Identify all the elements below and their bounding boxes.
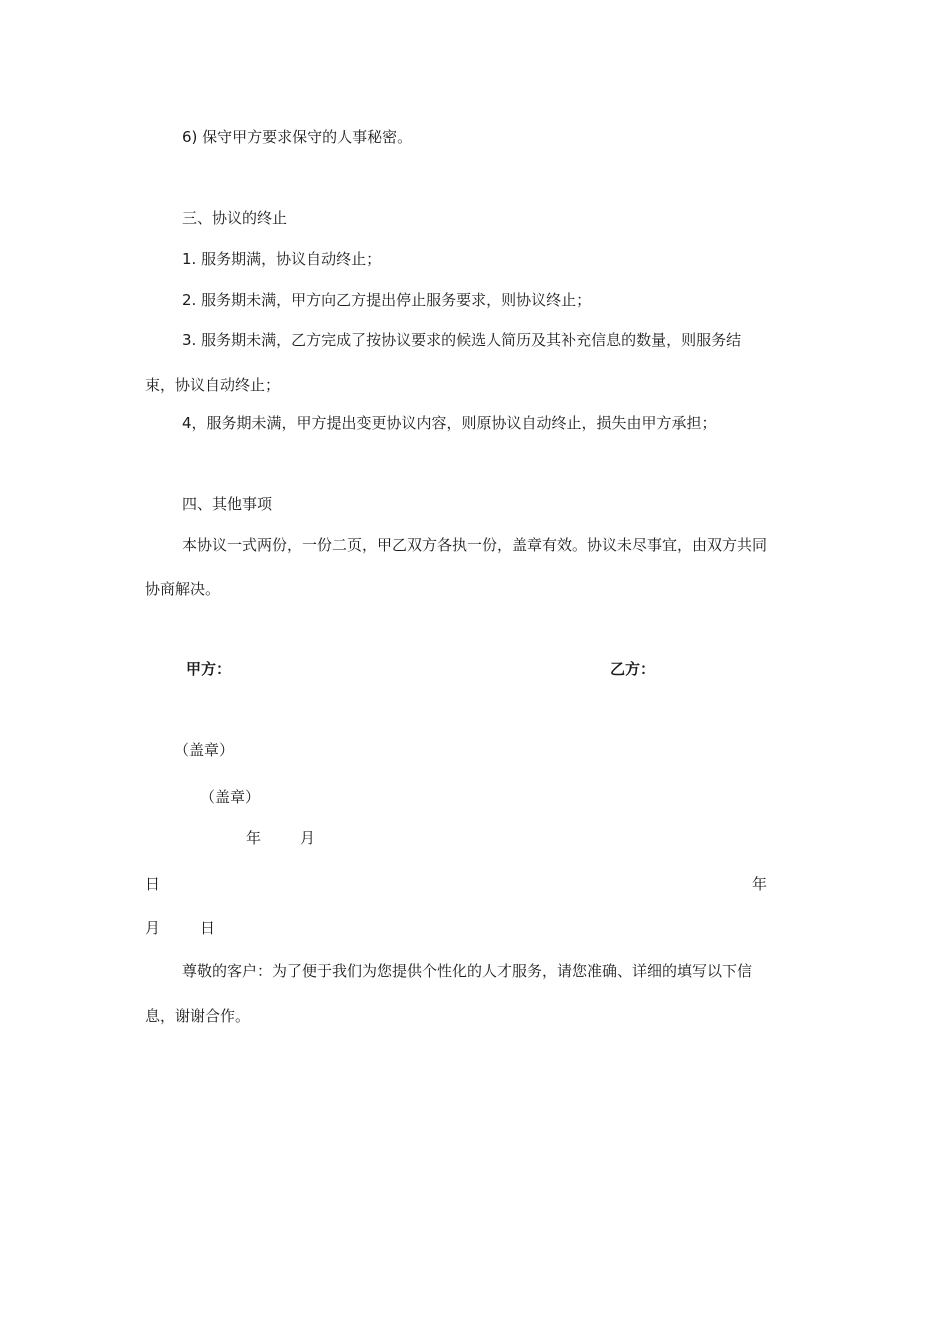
- section-4-paragraph-line-2: 协商解决。: [145, 580, 221, 598]
- termination-item-3-continuation: 束，协议自动终止；: [145, 376, 281, 394]
- list-item-number: 4: [182, 414, 192, 432]
- list-item-number: 2.: [182, 291, 197, 309]
- list-item-text: 服务期未满，乙方完成了按协议要求的候选人简历及其补充信息的数量，则服务结: [196, 331, 742, 349]
- date-a-month: 月: [300, 829, 316, 847]
- seal-b: （盖章）: [200, 788, 261, 806]
- list-item-number: 1.: [182, 250, 197, 268]
- list-item-text: 服务期满，协议自动终止；: [196, 250, 382, 268]
- date-b-month: 月: [145, 919, 161, 937]
- seal-a: （盖章）: [174, 741, 235, 759]
- list-item-text: ，服务期未满，甲方提出变更协议内容，则原协议自动终止，损失由甲方承担；: [191, 414, 717, 432]
- date-a-year: 年: [246, 829, 262, 847]
- date-a-day: 日: [145, 875, 161, 893]
- list-item-number: 3.: [182, 331, 197, 349]
- customer-notice-line-2: 息，谢谢合作。: [145, 1007, 251, 1025]
- list-item-number: 6): [182, 128, 198, 146]
- termination-item-4: [182, 413, 717, 433]
- list-item-text: 保守甲方要求保守的人事秘密。: [197, 128, 413, 146]
- section-3-heading: 三、协议的终止: [182, 209, 288, 227]
- section-4-heading: 四、其他事项: [182, 495, 273, 513]
- date-b-year: 年: [752, 875, 768, 893]
- customer-notice-line-1: 尊敬的客户：为了便于我们为您提供个性化的人才服务，请您准确、详细的填写以下信: [182, 962, 753, 980]
- party-b-label: 乙方：: [610, 660, 656, 678]
- termination-item-3: [182, 330, 741, 350]
- list-item-6: [182, 127, 412, 147]
- section-4-paragraph-line-1: 本协议一式两份，一份二页，甲乙双方各执一份，盖章有效。协议未尽事宜，由双方共同: [182, 536, 768, 554]
- list-item-text: 服务期未满，甲方向乙方提出停止服务要求，则协议终止；: [196, 291, 592, 309]
- termination-item-1: [182, 249, 381, 269]
- termination-item-2: [182, 290, 591, 310]
- date-b-day: 日: [200, 919, 216, 937]
- party-a-label: 甲方：: [186, 660, 232, 678]
